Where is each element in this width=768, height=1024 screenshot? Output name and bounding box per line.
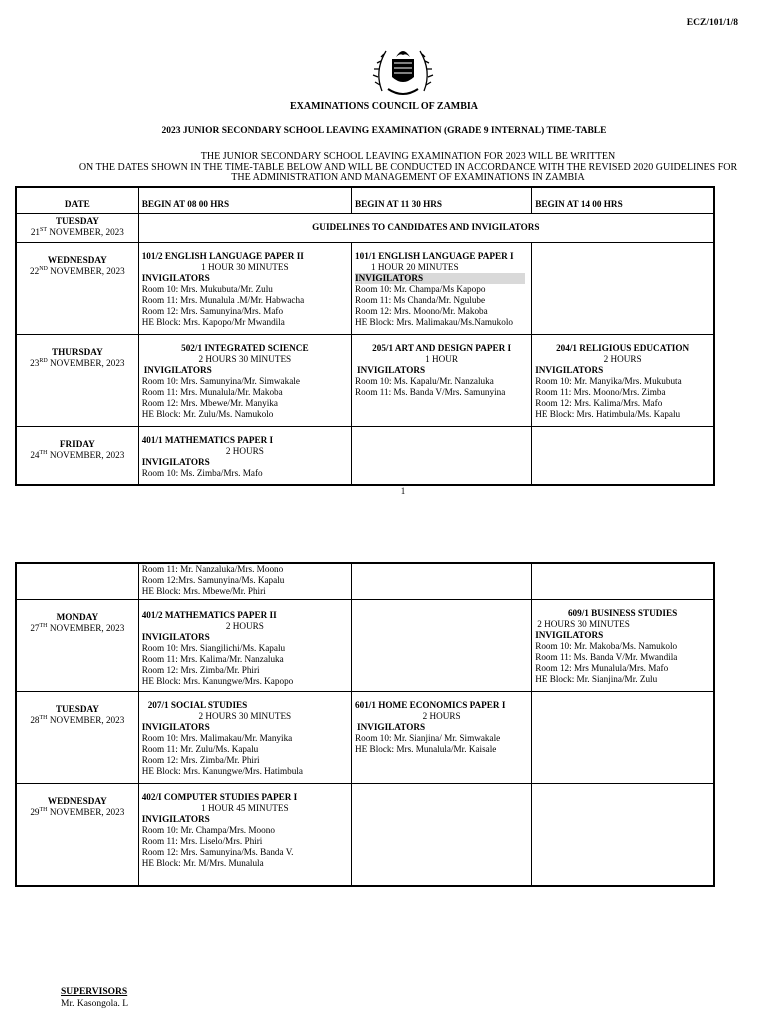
empty-cell [352, 784, 532, 886]
invigilator-line: Room 10: Mrs. Siangilichi/Ms. Kapalu [141, 643, 286, 654]
date-cell [16, 563, 138, 600]
empty-cell [352, 426, 532, 485]
exam-cell [138, 426, 351, 485]
subject-title: 401/2 MATHEMATICS PAPER II [141, 610, 277, 621]
invigilator-line: Room 12: Mrs. Samunyina/Mrs. Mafo [141, 305, 284, 316]
header-slot-2: BEGIN AT 11 30 HRS [352, 187, 532, 213]
table-row [16, 426, 714, 485]
invigilator-line: Room 10: Ms. Kapalu/Mr. Nanzaluka [355, 375, 494, 386]
date-text: 23RD NOVEMBER, 2023 [30, 357, 125, 368]
exam-cell [532, 334, 714, 426]
timetable-page-2 [15, 562, 715, 887]
invigilator-line: Room 11: Mr. Nanzaluka/Mrs. Moono [141, 564, 284, 574]
empty-cell [352, 563, 532, 600]
date-text: 21ST NOVEMBER, 2023 [30, 226, 124, 237]
day-name: FRIDAY [59, 438, 95, 449]
exam-cell [352, 242, 532, 334]
exam-cell [352, 334, 532, 426]
table-row [16, 600, 714, 692]
date-cell [16, 426, 138, 485]
invigilator-line: Room 12: Mrs Munalula/Mrs. Mafo [535, 663, 669, 674]
intro-line: THE ADMINISTRATION AND MANAGEMENT OF EXAMINATIONS IN ZAMBIA [231, 172, 585, 183]
invigilator-line: Room 11: Mrs. Liselo/Mrs. Phiri [141, 836, 263, 847]
invigilator-line: Room 10: Mr. Manyika/Mrs. Mukubuta [535, 375, 682, 386]
day-name: TUESDAY [55, 704, 99, 715]
header-date: DATE [16, 187, 138, 213]
invigilator-line: HE Block: Mrs. Kanungwe/Mrs. Hatimbula [141, 766, 303, 777]
invigilator-line: Room 10: Mr. Champa/Mrs. Moono [141, 825, 275, 836]
invigilator-line: HE Block: Mrs. Malimakau/Ms.Namukolo [355, 316, 513, 327]
duration: 2 HOURS [225, 621, 264, 632]
subject-title: 204/1 RELIGIOUS EDUCATION [556, 342, 690, 353]
invigilators-label: INVIGILATORS [357, 722, 426, 733]
day-name: WEDNESDAY [47, 796, 107, 807]
duration: 2 HOURS 30 MINUTES [198, 353, 292, 364]
invigilator-line: Room 10: Mrs. Mukubuta/Mr. Zulu [141, 283, 273, 294]
date-text: 22ND NOVEMBER, 2023 [30, 265, 125, 276]
timetable-page-1 [15, 186, 715, 486]
invigilators-label: INVIGILATORS [141, 722, 210, 733]
exam-cell [138, 242, 351, 334]
empty-cell [352, 600, 532, 692]
duration: 2 HOURS 30 MINUTES [537, 619, 630, 630]
subject-title: 207/1 SOCIAL STUDIES [147, 700, 248, 711]
invigilator-line: Room 12: Mrs. Moono/Mr. Makoba [355, 305, 488, 316]
date-cell [16, 784, 138, 886]
invigilator-line: HE Block: Mrs. Kapopo/Mr Mwandila [141, 316, 285, 327]
subject-title: 401/1 MATHEMATICS PAPER I [141, 434, 274, 445]
page-number: 1 [400, 486, 406, 496]
date-cell [16, 692, 138, 784]
guidelines-cell: GUIDELINES TO CANDIDATES AND INVIGILATORS [138, 213, 714, 242]
invigilator-line: Room 12: Mrs. Kalima/Mrs. Mafo [535, 397, 663, 408]
duration: 2 HOURS [603, 353, 642, 364]
coat-of-arms-logo [372, 41, 434, 99]
subject-title: 205/1 ART AND DESIGN PAPER I [372, 342, 512, 353]
header-row [16, 187, 714, 213]
invigilators-label: INVIGILATORS [535, 364, 604, 375]
date-cell [16, 242, 138, 334]
invigilators-label: INVIGILATORS [141, 456, 210, 467]
table-row [16, 563, 714, 600]
exam-cell [138, 600, 351, 692]
subject-title: 502/1 INTEGRATED SCIENCE [181, 342, 309, 353]
supervisor-name: Mr. Kasongola. L [61, 999, 129, 1009]
empty-cell [532, 242, 714, 334]
exam-cell [138, 784, 351, 886]
invigilator-line: Room 11: Mrs. Moono/Mrs. Zimba [535, 386, 666, 397]
intro-line: ON THE DATES SHOWN IN THE TIME-TABLE BELOW AND WILL BE CONDUCTED IN ACCORDANCE WITH THE REVISED 2020 GUIDELINES FOR [78, 161, 738, 173]
duration: 1 HOUR 20 MINUTES [371, 261, 459, 272]
invigilator-line: Room 10: Ms. Zimba/Mrs. Mafo [141, 467, 263, 478]
day-name: MONDAY [56, 612, 99, 623]
table-row [16, 692, 714, 784]
invigilator-line: Room 11: Ms Chanda/Mr. Ngulube [355, 294, 486, 305]
invigilators-label: INVIGILATORS [143, 364, 212, 375]
subject-title: 609/1 BUSINESS STUDIES [567, 608, 678, 619]
empty-cell [532, 426, 714, 485]
document-reference: ECZ/101/1/8 [686, 18, 738, 28]
invigilator-line: Room 11: Ms. Banda V/Mrs. Samunyina [355, 386, 506, 397]
invigilator-line: Room 12: Mrs. Mbewe/Mr. Manyika [141, 397, 278, 408]
invigilator-line: Room 10: Mr. Champa/Ms Kapopo [355, 283, 486, 294]
date-cell [16, 213, 138, 242]
header-slot-3: BEGIN AT 14 00 HRS [532, 187, 714, 213]
invigilators-label: INVIGILATORS [141, 814, 210, 825]
supervisors-heading: SUPERVISORS [61, 987, 128, 997]
subject-title: 101/1 ENGLISH LANGUAGE PAPER I [355, 250, 514, 261]
empty-cell [532, 563, 714, 600]
intro-line: THE JUNIOR SECONDARY SCHOOL LEAVING EXAMINATION FOR 2023 WILL BE WRITTEN [200, 151, 616, 162]
subject-title: 402/I COMPUTER STUDIES PAPER I [141, 792, 298, 803]
table-row [16, 242, 714, 334]
invigilator-line: HE Block: Mrs. Hatimbula/Ms. Kapalu [535, 408, 681, 419]
invigilator-line: Room 10: Mrs. Samunyina/Mr. Simwakale [141, 375, 300, 386]
invigilator-line: HE Block: Mrs. Mbewe/Mr. Phiri [141, 586, 266, 597]
date-text: 28TH NOVEMBER, 2023 [30, 715, 125, 726]
invigilator-line: Room 11: Ms. Banda V/Mr. Mwandila [535, 652, 678, 663]
subject-title: 101/2 ENGLISH LANGUAGE PAPER II [141, 250, 304, 261]
invigilator-line: Room 11: Mrs. Munalula/Mr. Makoba [141, 386, 283, 397]
invigilators-label: INVIGILATORS [355, 273, 525, 284]
table-row [16, 334, 714, 426]
duration: 2 HOURS 30 MINUTES [198, 711, 292, 722]
invigilator-line: HE Block: Mrs. Kanungwe/Mrs. Kapopo [141, 676, 294, 687]
duration: 1 HOUR [425, 353, 459, 364]
empty-cell [532, 692, 714, 784]
exam-cell [138, 563, 351, 600]
invigilator-line: HE Block: Mr. Sianjina/Mr. Zulu [535, 674, 658, 685]
date-text: 27TH NOVEMBER, 2023 [30, 623, 125, 634]
duration: 1 HOUR 30 MINUTES [201, 261, 289, 272]
organisation-name: EXAMINATIONS COUNCIL OF ZAMBIA [289, 101, 479, 112]
subject-title: 601/1 HOME ECONOMICS PAPER I [355, 700, 506, 711]
duration: 1 HOUR 45 MINUTES [201, 803, 289, 814]
timetable-title: 2023 JUNIOR SECONDARY SCHOOL LEAVING EXAMINATION (GRADE 9 INTERNAL) TIME-TABLE [161, 126, 607, 136]
invigilator-line: Room 10: Mrs. Malimakau/Mr. Manyika [141, 733, 293, 744]
invigilator-line: HE Block: Mr. Zulu/Ms. Namukolo [141, 408, 274, 419]
day-name: TUESDAY [55, 215, 99, 226]
exam-cell [138, 334, 351, 426]
exam-cell [532, 600, 714, 692]
header-slot-1: BEGIN AT 08 00 HRS [138, 187, 351, 213]
exam-cell [352, 692, 532, 784]
day-name: THURSDAY [51, 346, 103, 357]
invigilators-label: INVIGILATORS [357, 364, 426, 375]
invigilators-label: INVIGILATORS [535, 630, 604, 641]
invigilator-line: Room 12: Mrs. Zimba/Mr. Phiri [141, 665, 260, 676]
table-row [16, 213, 714, 242]
date-cell [16, 600, 138, 692]
date-text: 29TH NOVEMBER, 2023 [30, 807, 125, 818]
invigilator-line: Room 12: Mrs. Samunyina/Ms. Banda V. [141, 847, 294, 858]
invigilator-line: Room 10: Mr. Sianjina/ Mr. Simwakale [355, 733, 501, 744]
date-cell [16, 334, 138, 426]
invigilator-line: Room 10: Mr. Makoba/Ms. Namukolo [535, 641, 678, 652]
invigilator-line: Room 11: Mrs. Kalima/Mr. Nanzaluka [141, 654, 284, 665]
invigilator-line: HE Block: Mrs. Munalula/Mr. Kaisale [355, 744, 497, 755]
invigilator-line: Room 11: Mrs. Munalula .M/Mr. Habwacha [141, 294, 305, 305]
date-text: 24TH NOVEMBER, 2023 [30, 449, 125, 460]
exam-cell [138, 692, 351, 784]
table-row [16, 784, 714, 886]
empty-cell [532, 784, 714, 886]
duration: 2 HOURS [225, 445, 264, 456]
duration: 2 HOURS [422, 711, 461, 722]
invigilators-label: INVIGILATORS [141, 632, 210, 643]
invigilator-line: Room 12:Mrs. Samunyina/Ms. Kapalu [141, 575, 285, 586]
invigilator-line: Room 12: Mrs. Zimba/Mr. Phiri [141, 755, 260, 766]
intro-text [40, 152, 768, 184]
invigilators-label: INVIGILATORS [141, 272, 210, 283]
day-name: WEDNESDAY [47, 254, 107, 265]
invigilator-line: Room 11: Mr. Zulu/Ms. Kapalu [141, 744, 259, 755]
invigilator-line: HE Block: Mr. M/Mrs. Munalula [141, 858, 264, 869]
